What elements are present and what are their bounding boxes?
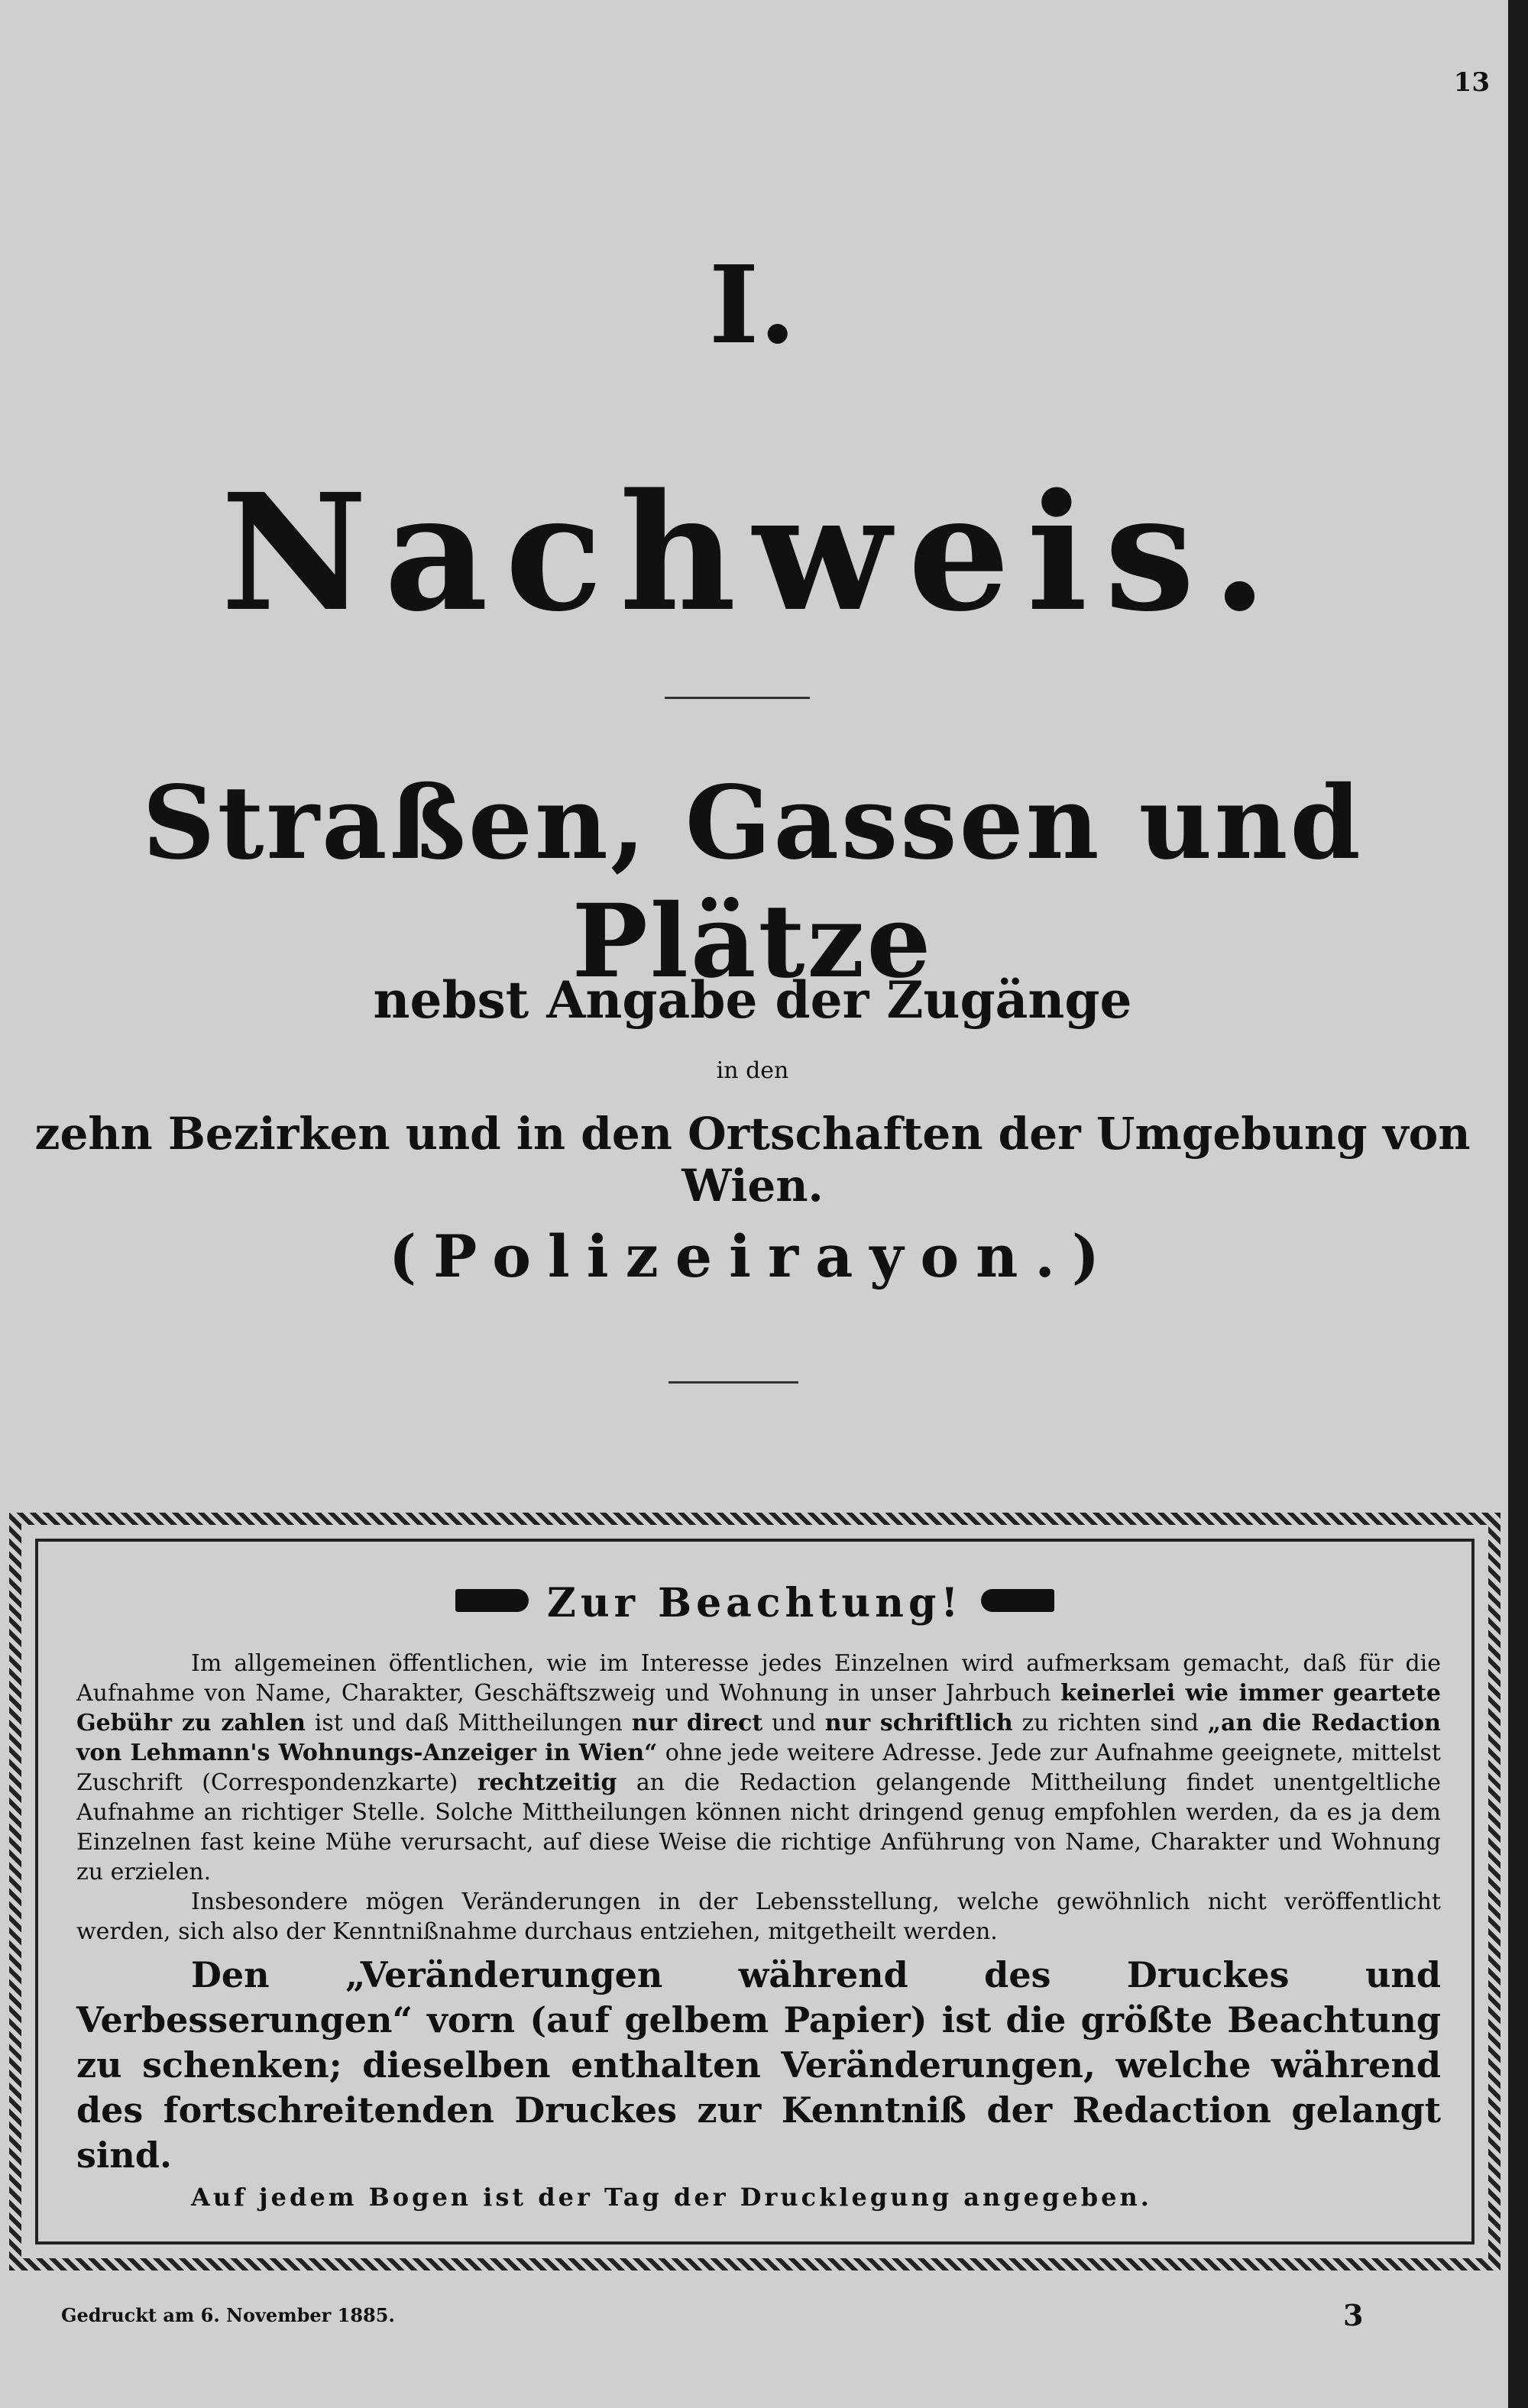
notice-emphasis: nur schriftlich bbox=[824, 1710, 1013, 1736]
notice-emphasis: keinerlei wie immer geartete Gebühr zu zahlen bbox=[76, 1680, 1441, 1736]
pointing-hand-icon bbox=[981, 1589, 1054, 1612]
divider-rule bbox=[665, 697, 810, 699]
title: Straßen, Gassen und Plätze bbox=[142, 764, 1363, 1001]
police-district: (Polizeirayon.) bbox=[389, 1222, 1116, 1290]
notice-paragraph: Insbesondere mögen Veränderungen in der Lebensstellung, welche gewöhnlich nicht veröffentlicht werden, sich also der Kenntnißnahme durchaus entziehen, mitgetheilt werden. bbox=[76, 1889, 1441, 1945]
notice-paragraph-bold: Den „Veränderungen während des Druckes und Verbesserungen“ vorn (auf gelbem Papier) ist die größte Beachtung zu schenken; dieselben enthalten Veränderungen, welche während des fortschreitenden Druckes zur Kenntniß der Redaction gelangt sind. bbox=[76, 1954, 1441, 2176]
pointing-hand-icon bbox=[455, 1589, 529, 1612]
notice-box bbox=[9, 1513, 1500, 2270]
notice-emphasis: „an die Redaction von Lehmann's Wohnungs-Anzeiger in Wien“ bbox=[76, 1710, 1441, 1766]
notice-text: und bbox=[772, 1710, 816, 1736]
notice-heading-text: Zur Beachtung! bbox=[546, 1580, 963, 1626]
page-number: 13 bbox=[1453, 67, 1490, 98]
notice-text: an die Redaction gelangende Mittheilung findet unentgeltliche Aufnahme an richtiger Stelle. Solche Mittheilungen können nicht dringend genug empfohlen werden, da es ja dem Einzelnen fast keine Mühe verursacht, auf diese Weise die richtige Anführung von Name, Charakter und Wohnung zu erzielen. bbox=[76, 1769, 1441, 1885]
sheet-number: 3 bbox=[1343, 2298, 1364, 2332]
divider-rule bbox=[668, 1381, 798, 1384]
connector-text: in den bbox=[716, 1057, 789, 1084]
notice-text: ist und daß Mittheilungen bbox=[314, 1710, 623, 1736]
print-date: Gedruckt am 6. November 1885. bbox=[61, 2304, 395, 2326]
notice-inner-border bbox=[35, 1539, 1475, 2245]
scan-edge bbox=[1508, 0, 1528, 2408]
region-line: zehn Bezirken und in den Ortschaften der Umgebung von Wien. bbox=[34, 1108, 1471, 1212]
notice-paragraph bbox=[76, 1649, 1441, 1887]
notice-body bbox=[76, 1649, 1441, 2212]
notice-heading bbox=[38, 1580, 1471, 1626]
section-heading: Nachweis. bbox=[220, 458, 1285, 647]
notice-text: Im allgemeinen öffentlichen, wie im Interesse jedes Einzelnen wird aufmerksam gemacht, daß für die Aufnahme von Name, Charakter, Geschäftszweig und Wohnung in unser Jahrbuch bbox=[76, 1650, 1441, 1707]
notice-text: zu richten sind bbox=[1021, 1710, 1199, 1736]
notice-text: ohne jede weitere Adresse. Jede zur Aufnahme geeignete, mittelst Zuschrift (Correspondenzkarte) bbox=[76, 1740, 1441, 1796]
notice-print-note: Auf jedem Bogen ist der Tag der Drucklegung angegeben. bbox=[191, 2183, 1152, 2212]
notice-emphasis: rechtzeitig bbox=[477, 1769, 617, 1796]
notice-emphasis: nur direct bbox=[631, 1710, 763, 1736]
subtitle: nebst Angabe der Zugänge bbox=[373, 970, 1132, 1030]
section-numeral: I. bbox=[708, 243, 797, 368]
